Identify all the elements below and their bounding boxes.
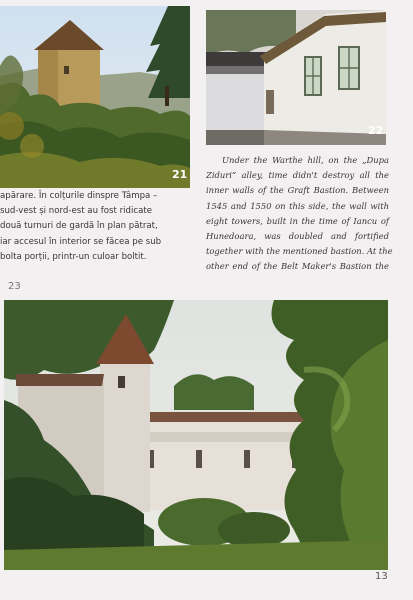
- photo-number-21: 21: [172, 168, 188, 181]
- english-text-line: Hunedoara, was doubled and fortified: [206, 231, 389, 242]
- english-text-line: inner walls of the Graft Bastion. Between: [206, 185, 389, 196]
- romanian-text-line: iar accesul în interior se făcea pe sub: [0, 236, 162, 247]
- romanian-text-block: [0, 189, 200, 265]
- photo-23-image: [4, 300, 388, 570]
- english-text-line: other end of the Belt Maker's Bastion the: [206, 261, 389, 272]
- english-text-block: [206, 153, 393, 275]
- photo-21-image: [0, 6, 190, 188]
- english-text-line: Under the Warthe hill, on the „Dupa: [222, 155, 389, 165]
- romanian-text-line: două turnuri de gardă în plan pătrat,: [0, 221, 158, 232]
- page-number: 13: [375, 571, 388, 582]
- english-text-line: Ziduri” alley, time didn't destroy all the: [206, 170, 389, 181]
- english-text-line: together with the mentioned bastion. At the: [206, 246, 393, 257]
- photo-23: [4, 300, 388, 570]
- photo-number-23: 23: [8, 281, 21, 292]
- english-text-line: 1545 and 1550 on this side, the wall with: [206, 200, 389, 211]
- english-text-line: eight towers, built in the time of Iancu of: [206, 215, 389, 226]
- romanian-text-line: bolta porții, printr-un culoar boltit.: [0, 251, 147, 262]
- photo-21: [0, 6, 190, 188]
- photo-22: [206, 10, 386, 145]
- romanian-text-line: apărare. În colțurile dinspre Tâmpa –: [0, 191, 158, 201]
- photo-22-image: [206, 10, 386, 145]
- romanian-text-line: sud-vest și nord-est au fost ridicate: [0, 206, 153, 217]
- photo-number-22: 22: [368, 124, 384, 137]
